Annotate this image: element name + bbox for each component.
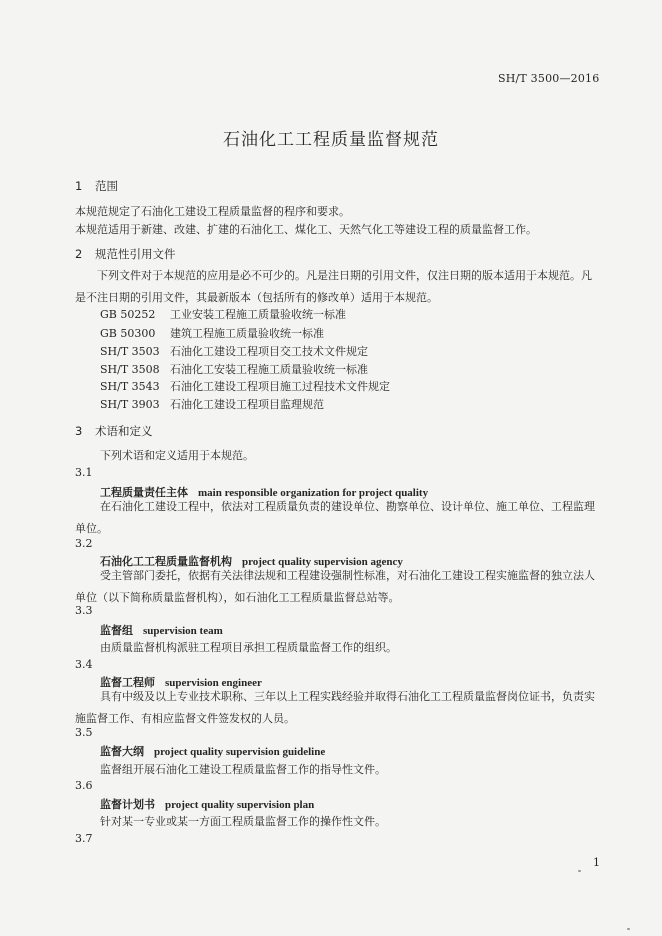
reference-code: SH/T 3508 bbox=[100, 363, 160, 376]
term-definition: 具有中级及以上专业技术职称、三年以上工程实践经验并取得石油化工工程质量监督岗位证书，负责实施监督工作、有相应监督文件签发权的人员。 bbox=[75, 690, 595, 725]
reference-code: GB 50252 bbox=[100, 308, 156, 321]
section-1-heading bbox=[75, 178, 118, 194]
term-definition: 受主管部门委托，依据有关法律法规和工程建设强制性标准，对石油化工建设工程实施监督的独立法人单位（以下简称质量监督机构），如石油化工工程质量监督总站等。 bbox=[75, 569, 595, 604]
term-number: 3.5 bbox=[75, 726, 93, 739]
term-number: 3.6 bbox=[75, 779, 93, 792]
reference-code: SH/T 3903 bbox=[100, 398, 160, 411]
term-chinese: 监督工程师 bbox=[100, 676, 155, 689]
term-heading bbox=[100, 743, 325, 759]
reference-title: 石油化工建设工程项目监理规范 bbox=[170, 398, 324, 411]
reference-title: 石油化工建设工程项目施工过程技术文件规定 bbox=[170, 380, 390, 393]
reference-title: 石油化工建设工程项目交工技术文件规定 bbox=[170, 345, 368, 358]
term-english: project quality supervision guideline bbox=[154, 746, 326, 758]
term-definition: 由质量监督机构派驻工程项目承担工程质量监督工作的组织。 bbox=[100, 641, 397, 654]
reference-code: GB 50300 bbox=[100, 327, 156, 340]
section-title: 范围 bbox=[95, 179, 118, 193]
term-number: 3.3 bbox=[75, 604, 93, 617]
reference-item bbox=[100, 306, 346, 322]
term-chinese: 监督组 bbox=[100, 624, 133, 637]
paragraph: 下列术语和定义适用于本规范。 bbox=[100, 449, 254, 462]
section-2-heading bbox=[75, 246, 176, 262]
term-english: main responsible organization for project quality bbox=[198, 487, 429, 499]
term-number: 3.7 bbox=[75, 832, 93, 845]
term-definition: 在石油化工建设工程中，依法对工程质量负责的建设单位、勘察单位、设计单位、施工单位、工程监理单位。 bbox=[75, 500, 595, 535]
section-title: 规范性引用文件 bbox=[95, 247, 176, 261]
section-number: 2 bbox=[75, 247, 83, 261]
term-number: 3.2 bbox=[75, 537, 93, 550]
paragraph: 本规范适用于新建、改建、扩建的石油化工、煤化工、天然气化工等建设工程的质量监督工作。 bbox=[75, 223, 537, 236]
term-english: supervision team bbox=[143, 625, 223, 637]
reference-item bbox=[100, 325, 324, 341]
scan-speck bbox=[627, 928, 630, 930]
document-title: 石油化工工程质量监督规范 bbox=[223, 130, 439, 150]
term-heading bbox=[100, 622, 223, 638]
paragraph: 本规范规定了石油化工建设工程质量监督的程序和要求。 bbox=[75, 205, 350, 218]
reference-item bbox=[100, 343, 368, 359]
reference-item bbox=[100, 378, 390, 394]
section-3-heading bbox=[75, 423, 153, 439]
reference-title: 工业安装工程施工质量验收统一标准 bbox=[170, 308, 346, 321]
reference-item bbox=[100, 361, 368, 377]
term-chinese: 监督大纲 bbox=[100, 745, 144, 758]
section-title: 术语和定义 bbox=[95, 424, 153, 438]
term-chinese: 石油化工工程质量监督机构 bbox=[100, 555, 232, 568]
term-chinese: 监督计划书 bbox=[100, 798, 155, 811]
section-number: 3 bbox=[75, 424, 83, 438]
reference-code: SH/T 3543 bbox=[100, 380, 160, 393]
scan-speck bbox=[578, 870, 581, 872]
term-english: project quality supervision plan bbox=[165, 799, 315, 811]
term-chinese: 工程质量责任主体 bbox=[100, 486, 188, 499]
term-english: supervision engineer bbox=[165, 677, 262, 689]
term-definition: 针对某一专业或某一方面工程质量监督工作的操作性文件。 bbox=[100, 815, 386, 828]
term-definition: 监督组开展石油化工建设工程质量监督工作的指导性文件。 bbox=[100, 763, 386, 776]
standard-code: SH/T 3500—2016 bbox=[498, 72, 600, 85]
section-number: 1 bbox=[75, 179, 83, 193]
term-english: project quality supervision agency bbox=[242, 556, 403, 568]
term-number: 3.4 bbox=[75, 658, 93, 671]
reference-item bbox=[100, 396, 324, 412]
reference-title: 建筑工程施工质量验收统一标准 bbox=[170, 327, 324, 340]
term-number: 3.1 bbox=[75, 466, 93, 479]
term-heading bbox=[100, 796, 314, 812]
reference-code: SH/T 3503 bbox=[100, 345, 160, 358]
page-number: 1 bbox=[593, 856, 600, 869]
paragraph: 下列文件对于本规范的应用是必不可少的。凡是注日期的引用文件，仅注日期的版本适用于本规范。凡是不注日期的引用文件，其最新版本（包括所有的修改单）适用于本规范。 bbox=[75, 269, 592, 304]
reference-title: 石油化工安装工程施工质量验收统一标准 bbox=[170, 363, 368, 376]
